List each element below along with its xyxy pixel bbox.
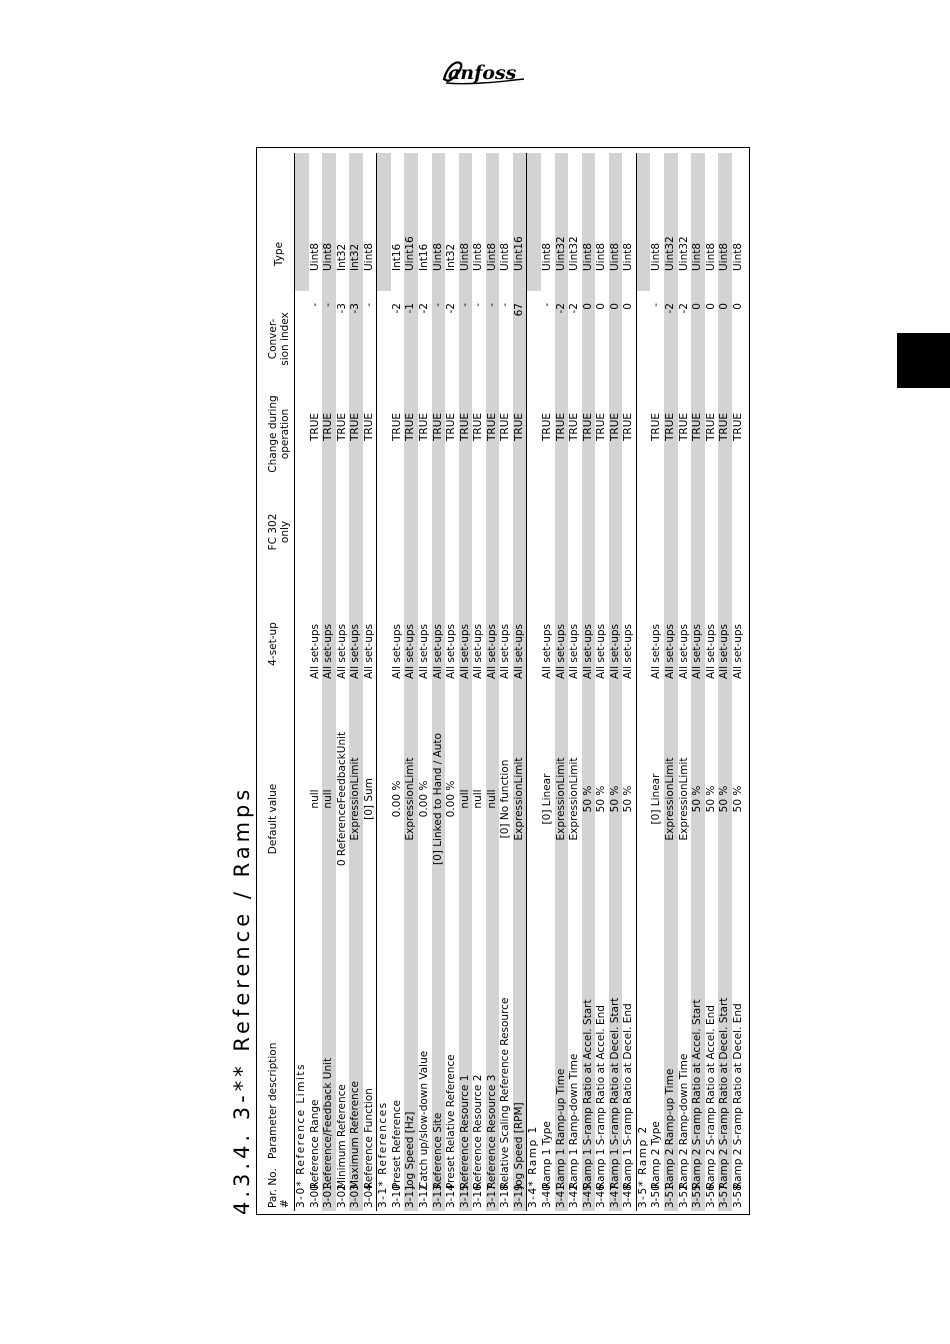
group-label: 3-0* Reference Limits <box>295 1063 307 1208</box>
cell-type: Int16 <box>418 243 431 271</box>
cell-fc302 <box>513 491 527 571</box>
cell-description: Ramp 1 Ramp-up Time <box>554 1068 567 1189</box>
cell-conversion-index: - <box>472 303 485 307</box>
cell-fc302 <box>555 491 569 571</box>
cell-setup: All set-ups <box>608 624 621 679</box>
cell-conversion-index: -2 <box>390 303 403 314</box>
danfoss-logo <box>438 55 530 89</box>
table-row <box>472 153 486 1211</box>
cell-setup: All set-ups <box>390 624 403 679</box>
cell-setup: All set-ups <box>445 624 458 679</box>
cell-default-value: 50 % <box>691 785 704 813</box>
cell-change-during-operation: TRUE <box>431 412 444 441</box>
group-label: 3-1* References <box>377 1101 390 1208</box>
group-label: 3-4* Ramp 1 <box>527 1125 540 1208</box>
cell-fc302 <box>609 491 623 571</box>
cell-change-during-operation: TRUE <box>472 412 485 441</box>
cell-parno: 3-50 <box>650 1184 663 1208</box>
cell-setup: All set-ups <box>663 624 676 679</box>
table-row <box>691 153 705 1211</box>
group-shade <box>377 153 391 291</box>
cell-fc302 <box>309 491 323 571</box>
cell-fc302 <box>336 491 350 571</box>
danfoss-logo-icon <box>438 55 530 89</box>
cell-parno: 3-45 <box>581 1184 594 1208</box>
cell-type: Uint8 <box>731 242 744 271</box>
cell-description: Reference Site <box>431 1112 444 1189</box>
cell-type: Int32 <box>349 243 362 271</box>
cell-conversion-index: - <box>485 303 498 307</box>
cell-fc302 <box>322 491 336 571</box>
cell-setup: All set-ups <box>704 624 717 679</box>
header-fc302 <box>267 502 291 562</box>
cell-conversion-index: - <box>431 303 444 307</box>
cell-type: Uint8 <box>704 242 717 271</box>
cell-type: Uint16 <box>404 236 417 271</box>
cell-fc302 <box>418 491 432 571</box>
cell-default-value: 50 % <box>595 785 608 813</box>
cell-setup: All set-ups <box>472 624 485 679</box>
cell-parno: 3-18 <box>499 1184 512 1208</box>
cell-conversion-index: 0 <box>704 303 717 310</box>
cell-default-value: null <box>472 789 485 809</box>
table-row <box>418 153 432 1211</box>
cell-type: Int32 <box>335 243 348 271</box>
parameter-table <box>256 147 750 1215</box>
cell-setup: All set-ups <box>458 624 471 679</box>
cell-default-value: 50 % <box>718 785 731 813</box>
cell-setup: All set-ups <box>431 624 444 679</box>
header-fc-line1: FC 302 <box>267 513 279 551</box>
cell-parno: 3-56 <box>704 1184 717 1208</box>
cell-type: Int16 <box>390 243 403 271</box>
cell-description: Reference Resource 2 <box>472 1074 485 1189</box>
table-row <box>499 153 513 1211</box>
cell-description: Ramp 1 S-ramp Ratio at Accel. Start <box>581 999 594 1189</box>
table-row <box>609 153 623 1211</box>
group-shade <box>295 153 309 291</box>
cell-fc302 <box>650 491 664 571</box>
cell-fc302 <box>582 491 596 571</box>
cell-parno: 3-42 <box>568 1184 581 1208</box>
table-body <box>294 153 745 1211</box>
cell-parno: 3-41 <box>554 1184 567 1208</box>
header-parno <box>267 1168 291 1208</box>
cell-conversion-index: - <box>540 303 553 307</box>
cell-conversion-index: - <box>322 303 335 307</box>
cell-description: Reference Resource 3 <box>485 1074 498 1189</box>
cell-type: Uint8 <box>472 242 485 271</box>
group-row <box>294 153 309 1211</box>
table-row <box>732 153 746 1211</box>
cell-parno: 3-40 <box>540 1184 553 1208</box>
table-row <box>718 153 732 1211</box>
cell-conversion-index: -1 <box>404 303 417 314</box>
cell-conversion-index: 67 <box>512 303 525 317</box>
header-chg-line1: Change during <box>267 395 279 473</box>
cell-change-during-operation: TRUE <box>663 412 676 441</box>
cell-setup: All set-ups <box>418 624 431 679</box>
cell-fc302 <box>595 491 609 571</box>
cell-description: Ramp 2 S-ramp Ratio at Decel. End <box>731 1003 744 1189</box>
group-row <box>636 153 651 1211</box>
cell-fc302 <box>705 491 719 571</box>
cell-setup: All set-ups <box>691 624 704 679</box>
cell-conversion-index: 0 <box>691 303 704 310</box>
cell-setup: All set-ups <box>622 624 635 679</box>
cell-fc302 <box>486 491 500 571</box>
section-title: 4.3.4. 3-** Reference / Ramps <box>230 785 254 1215</box>
cell-default-value: ExpressionLimit <box>568 757 581 841</box>
cell-fc302 <box>445 491 459 571</box>
cell-type: Uint8 <box>499 242 512 271</box>
cell-description: Ramp 1 Ramp-down Time <box>568 1053 581 1189</box>
cell-type: Uint8 <box>458 242 471 271</box>
cell-description: Ramp 2 S-ramp Ratio at Accel. Start <box>691 999 704 1189</box>
cell-description: Ramp 2 Type <box>650 1121 663 1189</box>
cell-conversion-index: 0 <box>731 303 744 310</box>
group-row <box>526 153 541 1211</box>
cell-change-during-operation: TRUE <box>650 412 663 441</box>
cell-default-value: 0.00 % <box>445 780 458 818</box>
group-label: 3-5* Ramp 2 <box>636 1125 649 1208</box>
cell-description: Relative Scaling Reference Resource <box>499 997 512 1189</box>
cell-description: Reference/Feedback Unit <box>322 1057 335 1189</box>
cell-default-value: ExpressionLimit <box>512 757 525 841</box>
svg-text:anfoss: anfoss <box>448 62 517 84</box>
cell-setup: All set-ups <box>595 624 608 679</box>
cell-setup: All set-ups <box>308 624 321 679</box>
cell-fc302 <box>568 491 582 571</box>
cell-change-during-operation: TRUE <box>485 412 498 441</box>
header-setup: 4-set-up <box>267 622 279 666</box>
header-conversion-index <box>267 304 291 374</box>
cell-setup: All set-ups <box>512 624 525 679</box>
cell-type: Uint8 <box>691 242 704 271</box>
table-row <box>404 153 418 1211</box>
cell-fc302 <box>391 491 405 571</box>
cell-default-value: 0.00 % <box>390 780 403 818</box>
cell-fc302 <box>541 491 555 571</box>
cell-setup: All set-ups <box>349 624 362 679</box>
cell-default-value: ExpressionLimit <box>349 757 362 841</box>
cell-description: Minimum Reference <box>335 1084 348 1189</box>
cell-fc302 <box>691 491 705 571</box>
cell-change-during-operation: TRUE <box>718 412 731 441</box>
cell-parno: 3-13 <box>431 1184 444 1208</box>
cell-type: Uint8 <box>322 242 335 271</box>
table-row <box>568 153 582 1211</box>
cell-type: Uint8 <box>595 242 608 271</box>
cell-change-during-operation: TRUE <box>404 412 417 441</box>
cell-description: Ramp 2 S-ramp Ratio at Accel. End <box>704 1005 717 1189</box>
cell-conversion-index: - <box>362 303 375 307</box>
cell-parno: 3-01 <box>322 1184 335 1208</box>
cell-conversion-index: - <box>650 303 663 307</box>
table-row <box>705 153 719 1211</box>
cell-change-during-operation: TRUE <box>554 412 567 441</box>
cell-parno: 3-55 <box>691 1184 704 1208</box>
table-row <box>432 153 446 1211</box>
cell-change-during-operation: TRUE <box>458 412 471 441</box>
cell-description: Ramp 2 Ramp-up Time <box>663 1068 676 1189</box>
cell-default-value: 50 % <box>731 785 744 813</box>
cell-fc302 <box>678 491 692 571</box>
cell-parno: 3-02 <box>335 1184 348 1208</box>
cell-parno: 3-03 <box>349 1184 362 1208</box>
cell-parno: 3-57 <box>718 1184 731 1208</box>
cell-parno: 3-10 <box>390 1184 403 1208</box>
cell-default-value: 50 % <box>608 785 621 813</box>
cell-default-value: null <box>322 789 335 809</box>
cell-change-during-operation: TRUE <box>362 412 375 441</box>
cell-fc302 <box>472 491 486 571</box>
cell-type: Uint32 <box>554 236 567 271</box>
cell-type: Uint32 <box>663 236 676 271</box>
cell-type: Uint8 <box>485 242 498 271</box>
header-fc-line2: only <box>279 520 291 544</box>
cell-default-value: 50 % <box>622 785 635 813</box>
cell-setup: All set-ups <box>335 624 348 679</box>
table-row <box>595 153 609 1211</box>
table-row <box>555 153 569 1211</box>
cell-parno: 3-58 <box>731 1184 744 1208</box>
cell-setup: All set-ups <box>540 624 553 679</box>
cell-default-value: 50 % <box>704 785 717 813</box>
cell-type: Uint8 <box>650 242 663 271</box>
cell-setup: All set-ups <box>362 624 375 679</box>
cell-type: Uint8 <box>622 242 635 271</box>
cell-change-during-operation: TRUE <box>622 412 635 441</box>
cell-conversion-index: - <box>499 303 512 307</box>
cell-change-during-operation: TRUE <box>335 412 348 441</box>
cell-change-during-operation: TRUE <box>568 412 581 441</box>
cell-default-value: ExpressionLimit <box>663 757 676 841</box>
header-description: Parameter description <box>267 1042 279 1159</box>
cell-default-value: 0 ReferenceFeedbackUnit <box>335 731 348 867</box>
header-parno-line1: Par. No. <box>267 1168 279 1208</box>
cell-default-value: ExpressionLimit <box>554 757 567 841</box>
table-row <box>349 153 363 1211</box>
cell-default-value: [0] Linear <box>650 773 663 825</box>
cell-parno: 3-11 <box>404 1184 417 1208</box>
cell-change-during-operation: TRUE <box>390 412 403 441</box>
cell-description: Jog Speed [Hz] <box>404 1111 417 1189</box>
cell-parno: 3-19 <box>512 1184 525 1208</box>
cell-setup: All set-ups <box>322 624 335 679</box>
cell-conversion-index: -2 <box>568 303 581 314</box>
table-row <box>486 153 500 1211</box>
cell-conversion-index: 0 <box>622 303 635 310</box>
cell-change-during-operation: TRUE <box>499 412 512 441</box>
cell-parno: 3-48 <box>622 1184 635 1208</box>
cell-fc302 <box>718 491 732 571</box>
cell-fc302 <box>432 491 446 571</box>
cell-change-during-operation: TRUE <box>308 412 321 441</box>
header-conv-line1: Conver- <box>267 318 279 360</box>
table-row <box>582 153 596 1211</box>
cell-setup: All set-ups <box>404 624 417 679</box>
cell-fc302 <box>499 491 513 571</box>
cell-parno: 3-16 <box>472 1184 485 1208</box>
cell-conversion-index: -2 <box>677 303 690 314</box>
cell-default-value: null <box>458 789 471 809</box>
table-row <box>363 153 377 1211</box>
table-row <box>459 153 473 1211</box>
cell-change-during-operation: TRUE <box>418 412 431 441</box>
cell-description: Preset Reference <box>390 1100 403 1189</box>
table-row <box>678 153 692 1211</box>
cell-parno: 3-12 <box>418 1184 431 1208</box>
cell-change-during-operation: TRUE <box>704 412 717 441</box>
cell-parno: 3-17 <box>485 1184 498 1208</box>
cell-type: Uint8 <box>718 242 731 271</box>
group-shade <box>527 153 541 291</box>
cell-setup: All set-ups <box>650 624 663 679</box>
table-row <box>336 153 350 1211</box>
cell-default-value: 0.00 % <box>418 780 431 818</box>
table-row <box>391 153 405 1211</box>
cell-conversion-index: 0 <box>608 303 621 310</box>
cell-description: Jog Speed [RPM] <box>512 1102 525 1189</box>
cell-change-during-operation: TRUE <box>731 412 744 441</box>
cell-description: Preset Relative Reference <box>445 1054 458 1189</box>
table-row <box>650 153 664 1211</box>
table-row <box>513 153 527 1211</box>
table-row <box>541 153 555 1211</box>
cell-type: Uint16 <box>512 236 525 271</box>
cell-setup: All set-ups <box>485 624 498 679</box>
cell-description: Catch up/slow-down Value <box>418 1050 431 1189</box>
cell-change-during-operation: TRUE <box>595 412 608 441</box>
cell-type: Uint8 <box>581 242 594 271</box>
cell-description: Ramp 1 S-ramp Ratio at Decel. Start <box>608 997 621 1189</box>
cell-setup: All set-ups <box>568 624 581 679</box>
cell-change-during-operation: TRUE <box>322 412 335 441</box>
cell-default-value: ExpressionLimit <box>677 757 690 841</box>
cell-fc302 <box>622 491 636 571</box>
cell-conversion-index: -2 <box>418 303 431 314</box>
cell-description: Ramp 1 S-ramp Ratio at Decel. End <box>622 1003 635 1189</box>
table-row <box>322 153 336 1211</box>
cell-parno: 3-15 <box>458 1184 471 1208</box>
cell-conversion-index: 0 <box>718 303 731 310</box>
cell-type: Uint32 <box>568 236 581 271</box>
rotated-table-region <box>230 145 750 1215</box>
header-parno-line2: # <box>279 1199 291 1208</box>
cell-parno: 3-00 <box>308 1184 321 1208</box>
cell-parno: 3-14 <box>445 1184 458 1208</box>
cell-fc302 <box>349 491 363 571</box>
cell-description: Ramp 1 S-ramp Ratio at Accel. End <box>595 1005 608 1189</box>
cell-default-value: null <box>308 789 321 809</box>
cell-type: Uint8 <box>431 242 444 271</box>
chapter-marker-tab <box>897 333 950 388</box>
cell-parno: 3-47 <box>608 1184 621 1208</box>
header-conv-line2: sion index <box>279 312 291 366</box>
cell-conversion-index: - <box>458 303 471 307</box>
cell-type: Uint32 <box>677 236 690 271</box>
cell-fc302 <box>732 491 746 571</box>
cell-change-during-operation: TRUE <box>677 412 690 441</box>
cell-conversion-index: -3 <box>349 303 362 314</box>
header-change-during-operation <box>267 384 291 484</box>
cell-setup: All set-ups <box>581 624 594 679</box>
cell-description: Ramp 2 S-ramp Ratio at Decel. Start <box>718 997 731 1189</box>
cell-change-during-operation: TRUE <box>691 412 704 441</box>
header-chg-line2: operation <box>279 408 291 460</box>
cell-fc302 <box>664 491 678 571</box>
cell-default-value: [0] Sum <box>362 778 375 820</box>
cell-parno: 3-04 <box>362 1184 375 1208</box>
cell-change-during-operation: TRUE <box>445 412 458 441</box>
cell-type: Int32 <box>445 243 458 271</box>
cell-default-value: [0] Linear <box>540 773 553 825</box>
cell-conversion-index: -3 <box>335 303 348 314</box>
cell-conversion-index: -2 <box>663 303 676 314</box>
cell-type: Uint8 <box>608 242 621 271</box>
cell-setup: All set-ups <box>718 624 731 679</box>
cell-setup: All set-ups <box>731 624 744 679</box>
cell-parno: 3-46 <box>595 1184 608 1208</box>
table-header <box>267 148 297 1214</box>
cell-setup: All set-ups <box>554 624 567 679</box>
table-row <box>664 153 678 1211</box>
cell-description: Reference Range <box>308 1099 321 1189</box>
cell-setup: All set-ups <box>677 624 690 679</box>
cell-description: Maximum Reference <box>349 1081 362 1189</box>
cell-fc302 <box>404 491 418 571</box>
cell-conversion-index: 0 <box>581 303 594 310</box>
cell-parno: 3-51 <box>663 1184 676 1208</box>
cell-type: Uint8 <box>540 242 553 271</box>
cell-default-value: ExpressionLimit <box>404 757 417 841</box>
cell-change-during-operation: TRUE <box>608 412 621 441</box>
cell-default-value: [0] No function <box>499 759 512 839</box>
cell-change-during-operation: TRUE <box>349 412 362 441</box>
cell-setup: All set-ups <box>499 624 512 679</box>
cell-conversion-index: -2 <box>445 303 458 314</box>
cell-change-during-operation: TRUE <box>581 412 594 441</box>
cell-parno: 3-52 <box>677 1184 690 1208</box>
header-type: Type <box>273 241 285 267</box>
cell-fc302 <box>363 491 377 571</box>
cell-default-value: [0] Linked to Hand / Auto <box>431 733 444 865</box>
table-row <box>445 153 459 1211</box>
cell-description: Reference Resource 1 <box>458 1074 471 1189</box>
table-row <box>309 153 323 1211</box>
cell-default-value: 50 % <box>581 785 594 813</box>
cell-type: Uint8 <box>308 242 321 271</box>
cell-conversion-index: - <box>308 303 321 307</box>
cell-type: Uint8 <box>362 242 375 271</box>
cell-description: Reference Function <box>362 1088 375 1189</box>
cell-default-value: null <box>485 789 498 809</box>
cell-conversion-index: 0 <box>595 303 608 310</box>
cell-description: Ramp 2 Ramp-down Time <box>677 1053 690 1189</box>
group-shade <box>637 153 651 291</box>
cell-conversion-index: -2 <box>554 303 567 314</box>
group-row <box>376 153 391 1211</box>
table-row <box>622 153 636 1211</box>
cell-change-during-operation: TRUE <box>512 412 525 441</box>
cell-fc302 <box>459 491 473 571</box>
cell-change-during-operation: TRUE <box>540 412 553 441</box>
header-default-value: Default value <box>267 783 279 855</box>
cell-description: Ramp 1 Type <box>540 1121 553 1189</box>
